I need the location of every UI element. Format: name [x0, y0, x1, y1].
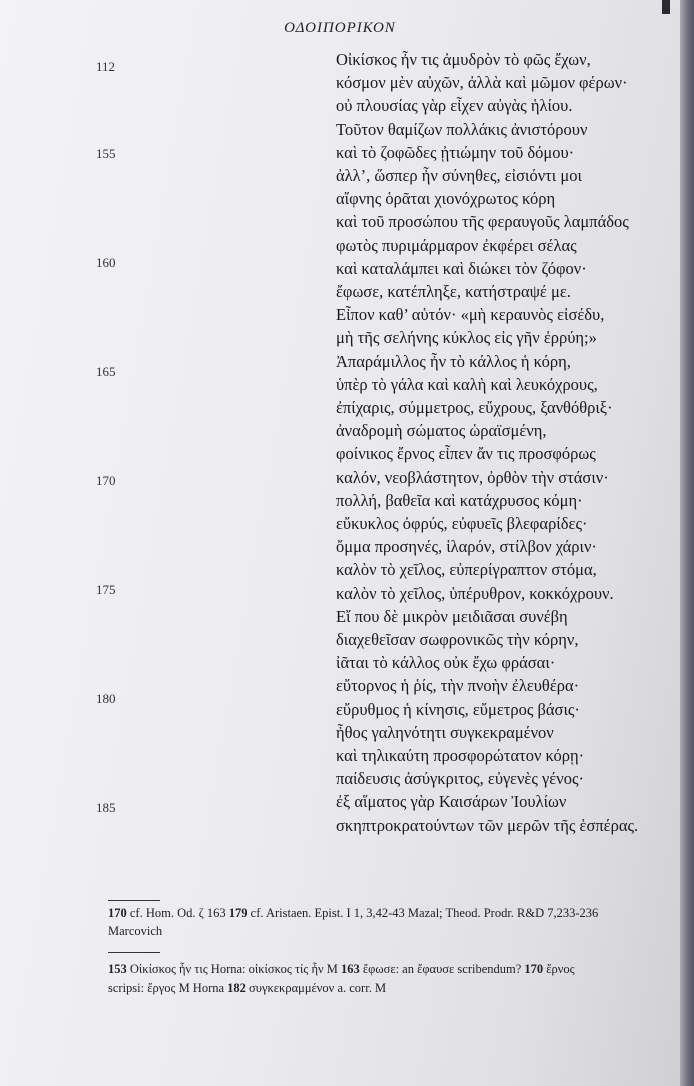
verse-line: Εἴ που δὲ μικρὸν μειδιᾶσαι συνέβη [336, 606, 568, 626]
verse-line: ἐξ αἵματος γὰρ Καισάρων Ἰουλίων [336, 792, 567, 812]
verse-line: σκηπτροκρατούντων τῶν μερῶν τῆς ἑσπέρας. [336, 815, 639, 835]
apparatus-ref-number: 170 [108, 906, 127, 920]
verse-line: μὴ τῆς σελήνης κύκλος εἰς γῆν ἐρρύη;» [336, 328, 597, 348]
apparatus-ref-number: 170 [524, 962, 544, 976]
line-number: 160 [96, 255, 116, 271]
line-number: 180 [96, 691, 116, 707]
verse-line: καὶ καταλάμπει καὶ διώκει τὸν ζόφον· [336, 258, 587, 278]
apparatus-rule-1 [108, 900, 160, 901]
apparatus-rule-2 [108, 952, 160, 953]
verse-line: εὔρυθμος ἡ κίνησις, εὔμετρος βάσις· [336, 699, 580, 719]
verse-line: καλόν, νεοβλάστητον, ὀρθὸν τὴν στάσιν· [336, 467, 609, 487]
line-number: 112 [96, 58, 116, 74]
verse-line: καλὸν τὸ χεῖλος, εὐπερίγραπτον στόμα, [336, 560, 597, 580]
verse-line: ὄμμα προσηνές, ἱλαρόν, στίλβον χάριν· [336, 537, 597, 557]
apparatus-crit-line-2 [108, 981, 386, 996]
bookmark-corner [662, 0, 670, 14]
verse-line: καλὸν τὸ χεῖλος, ὑπέρυθρον, κοκκόχρουν. [336, 583, 614, 603]
verse-line: Τοῦτον θαμίζων πολλάκις ἀνιστόρουν [336, 119, 588, 139]
verse-line: εὔτορνος ἡ ῥίς, τὴν πνοὴν ἐλευθέρα· [336, 676, 580, 696]
verse-line: κόσμον μὲν αὐχῶν, ἀλλὰ καὶ μῶμον φέρων· [336, 73, 628, 93]
apparatus-ref-number: 153 [108, 962, 127, 976]
apparatus-text: συγκεκραμμένον a. corr. M [245, 981, 387, 995]
verse-line: παίδευσις ἀσύγκριτος, εὐγενὲς γένος· [336, 769, 584, 789]
apparatus-text: cf. Aristaen. Epist. I 1, 3,42-43 Mazal; Theod. Prodr. R&D 7,233-236 [247, 906, 599, 920]
verse-line: ἦθος γαληνότητι συγκεκραμένον [336, 722, 554, 742]
apparatus-text: cf. Hom. Od. ζ 163 [126, 906, 229, 920]
line-number: 165 [96, 364, 116, 380]
running-head: ΟΔΟΙΠΟΡΙΚΟΝ [284, 20, 396, 36]
line-number: 185 [96, 800, 116, 816]
verse-line: Εἶπον καθ’ αὑτόν· «μὴ κεραυνὸς εἰσέδυ, [336, 305, 605, 325]
apparatus-ref-number: 163 [341, 962, 360, 976]
apparatus-ref-number: 179 [228, 906, 248, 920]
apparatus-text: ἔρνος [543, 962, 575, 976]
verse-line: αἴφνης ὁρᾶται χιονόχρωτος κόρη [336, 189, 556, 209]
apparatus-fontes-line-2: Marcovich [108, 924, 163, 938]
verse-line: Ἀπαράμιλλος ἦν τὸ κάλλος ἡ κόρη, [336, 351, 571, 371]
apparatus-fontes-line-1 [108, 906, 598, 921]
line-number: 155 [96, 146, 116, 162]
verse-line: πολλή, βαθεῖα καὶ κατάχρυσος κόμη· [336, 490, 583, 510]
apparatus-text: scripsi: ἔργος M Horna [108, 981, 228, 995]
verse-line: φοίνικος ἔρνος εἶπεν ἄν τις προσφόρως [336, 444, 596, 464]
apparatus-text: ἔφωσε: an ἔφαυσε scribendum? [359, 962, 525, 976]
verse-line: καὶ τηλικαύτη προσφορώτατον κόρῃ· [336, 746, 585, 765]
apparatus-crit-line-1 [108, 962, 575, 977]
verse-line: ἀναδρομὴ σώματος ὡραϊσμένη, [336, 421, 547, 441]
page-edge-shadow [680, 0, 694, 1086]
verse-line: ὑπὲρ τὸ γάλα καὶ καλὴ καὶ λευκόχρους, [336, 374, 598, 394]
verse-line: εὔκυκλος ὀφρύς, εὐφυεῖς βλεφαρίδες· [336, 514, 588, 533]
verse-line: ἀλλ’, ὥσπερ ἦν σύνηθες, εἰσιόντι μοι [336, 166, 582, 185]
verse-line: διαχεθεῖσαν σωφρονικῶς τὴν κόρην, [336, 630, 579, 649]
verse-line: καὶ τοῦ προσώπου τῆς φεραυγοῦς λαμπάδος [336, 212, 629, 232]
verse-line: ἔφωσε, κατέπληξε, κατήστραψέ με. [336, 282, 571, 301]
line-number: 175 [96, 582, 116, 598]
apparatus-text: Οἰκίσκος ἦν τις Horna: οἰκίσκος τίς ἦν M [126, 962, 342, 976]
verse-line: ἐπίχαρις, σύμμετρος, εὔχρους, ξανθόθριξ· [336, 398, 613, 417]
line-number: 170 [96, 473, 116, 489]
verse-line: καὶ τὸ ζοφῶδες ᾐτιώμην τοῦ δόμου· [336, 142, 575, 162]
verse-line: φωτὸς πυριμάρμαρον ἐκφέρει σέλας [336, 235, 577, 255]
apparatus-ref-number: 182 [227, 981, 246, 995]
verse-line: Οἰκίσκος ἦν τις ἀμυδρὸν τὸ φῶς ἔχων, [336, 50, 591, 69]
verse-line: ἰᾶται τὸ κάλλος οὐκ ἔχω φράσαι· [336, 653, 556, 673]
verse-line: οὐ πλουσίας γὰρ εἶχεν αὐγὰς ἡλίου. [336, 96, 573, 116]
